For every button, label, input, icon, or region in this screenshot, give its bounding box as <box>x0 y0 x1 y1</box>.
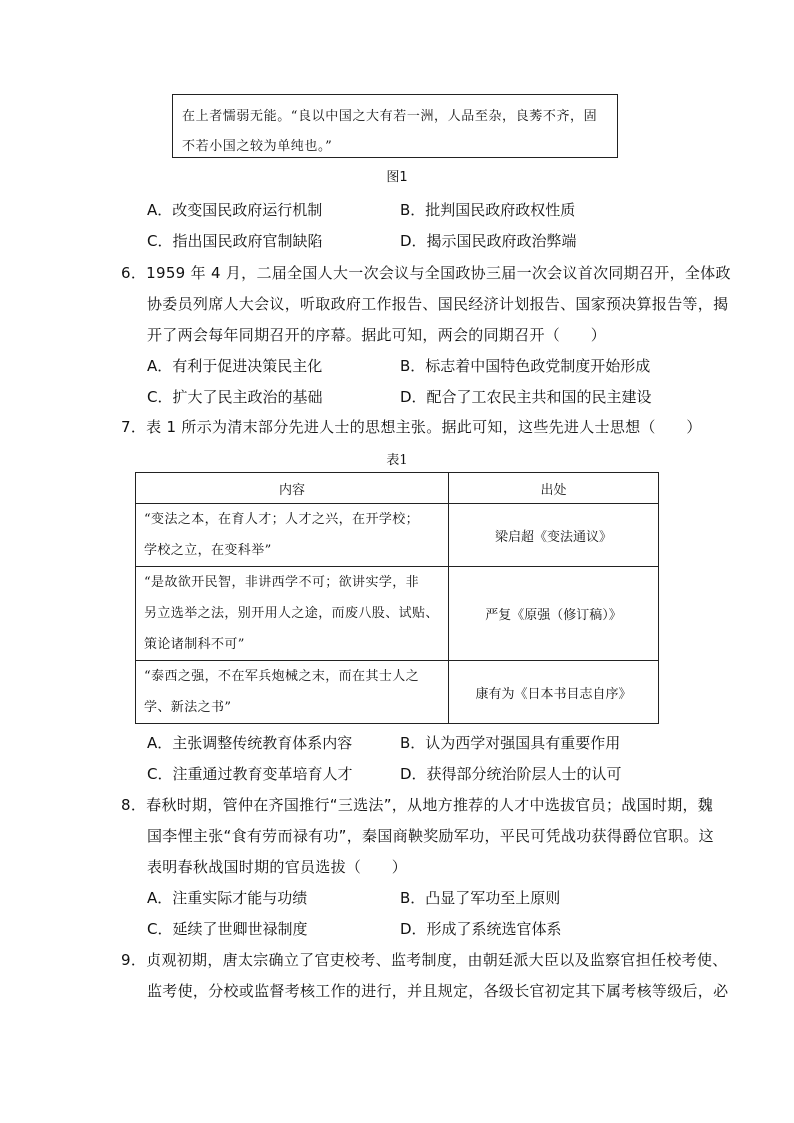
content-line: “是故欲开民智，非讲西学不可；欲讲实学，非 <box>144 575 420 590</box>
q7-option-b: B．认为西学对强国具有重要作用 <box>400 734 621 752</box>
q8-stem-line-1: 8．春秋时期，管仲在齐国推行“三选法”，从地方推荐的人才中选拔官员；战国时期，魏 <box>121 796 714 814</box>
q9-stem-line-2: 监考使，分校或监督考核工作的进行，并且规定，各级长官初定其下属考核等级后，必 <box>147 982 729 1000</box>
q8-option-d: D．形成了系统选官体系 <box>400 920 562 938</box>
q6-option-b: B．标志着中国特色政党制度开始形成 <box>400 357 651 375</box>
q6-stem-line-1: 6．1959 年 4 月，二届全国人大一次会议与全国政协三届一次会议首次同期召开，全体政 <box>121 264 731 282</box>
content-line: “泰西之强，不在军兵炮械之末，而在其士人之 <box>144 669 420 684</box>
table-header-source: 出处 <box>449 473 659 504</box>
figure1-caption: 图1 <box>386 170 408 185</box>
table-header-row <box>136 473 659 504</box>
table-cell-content <box>136 661 449 724</box>
figure1-quote-box <box>172 94 618 158</box>
q9-stem-line-1: 9．贞观初期，唐太宗确立了官吏校考、监考制度，由朝廷派大臣以及监察官担任校考使、 <box>121 951 728 969</box>
figure1-quote-line-1: 在上者懦弱无能。“良以中国之大有若一洲，人品至杂，良莠不齐，固 <box>182 109 598 124</box>
q7-stem-line-1: 7．表 1 所示为清末部分先进人士的思想主张。据此可知，这些先进人士思想（ ） <box>121 418 702 436</box>
content-line: 学校之立，在变科举” <box>144 543 272 558</box>
table-cell-source: 梁启超《变法通议》 <box>449 504 659 567</box>
q7-option-d: D．获得部分统治阶层人士的认可 <box>400 765 622 783</box>
q7-option-c: C．注重通过教育变革培育人才 <box>147 765 353 783</box>
q6-stem-line-3: 开了两会每年同期召开的序幕。据此可知，两会的同期召开（ ） <box>147 326 607 344</box>
q5-option-d: D．揭示国民政府政治弊端 <box>400 232 577 250</box>
q5-option-c: C．指出国民政府官制缺陷 <box>147 232 323 250</box>
figure1-quote-line-2: 不若小国之较为单纯也。” <box>182 139 333 154</box>
table1-caption: 表1 <box>386 453 408 468</box>
table1 <box>135 472 659 724</box>
q8-stem-line-3: 表明春秋战国时期的官员选拔（ ） <box>147 858 408 876</box>
q6-option-a: A．有利于促进决策民主化 <box>147 357 323 375</box>
q6-option-d: D．配合了工农民主共和国的民主建设 <box>400 388 652 406</box>
q8-option-b: B．凸显了军功至上原则 <box>400 889 561 907</box>
content-line: “变法之本，在育人才；人才之兴，在开学校； <box>144 512 420 527</box>
q6-stem-line-2: 协委员列席人大会议，听取政府工作报告、国民经济计划报告、国家预决算报告等，揭 <box>147 295 729 313</box>
table-cell-source: 康有为《日本书目志自序》 <box>449 661 659 724</box>
q8-stem-line-2: 国李悝主张“食有劳而禄有功”，秦国商鞅奖励军功，平民可凭战功获得爵位官职。这 <box>147 827 714 845</box>
table-cell-content <box>136 567 449 661</box>
table-cell-source: 严复《原强（修订稿）》 <box>449 567 659 661</box>
q5-option-a: A．改变国民政府运行机制 <box>147 201 323 219</box>
content-line: 策论诸制科不可” <box>144 637 245 652</box>
q8-option-c: C．延续了世卿世禄制度 <box>147 920 308 938</box>
q7-option-a: A．主张调整传统教育体系内容 <box>147 734 353 752</box>
table-row <box>136 661 659 724</box>
content-line: 学、新法之书” <box>144 700 232 715</box>
table-row <box>136 567 659 661</box>
q6-option-c: C．扩大了民主政治的基础 <box>147 388 323 406</box>
table-row <box>136 504 659 567</box>
q8-option-a: A．注重实际才能与功绩 <box>147 889 308 907</box>
table-cell-content <box>136 504 449 567</box>
q5-option-b: B．批判国民政府政权性质 <box>400 201 576 219</box>
content-line: 另立选举之法，别开用人之途，而废八股、试贴、 <box>144 606 439 621</box>
table-header-content: 内容 <box>136 473 449 504</box>
